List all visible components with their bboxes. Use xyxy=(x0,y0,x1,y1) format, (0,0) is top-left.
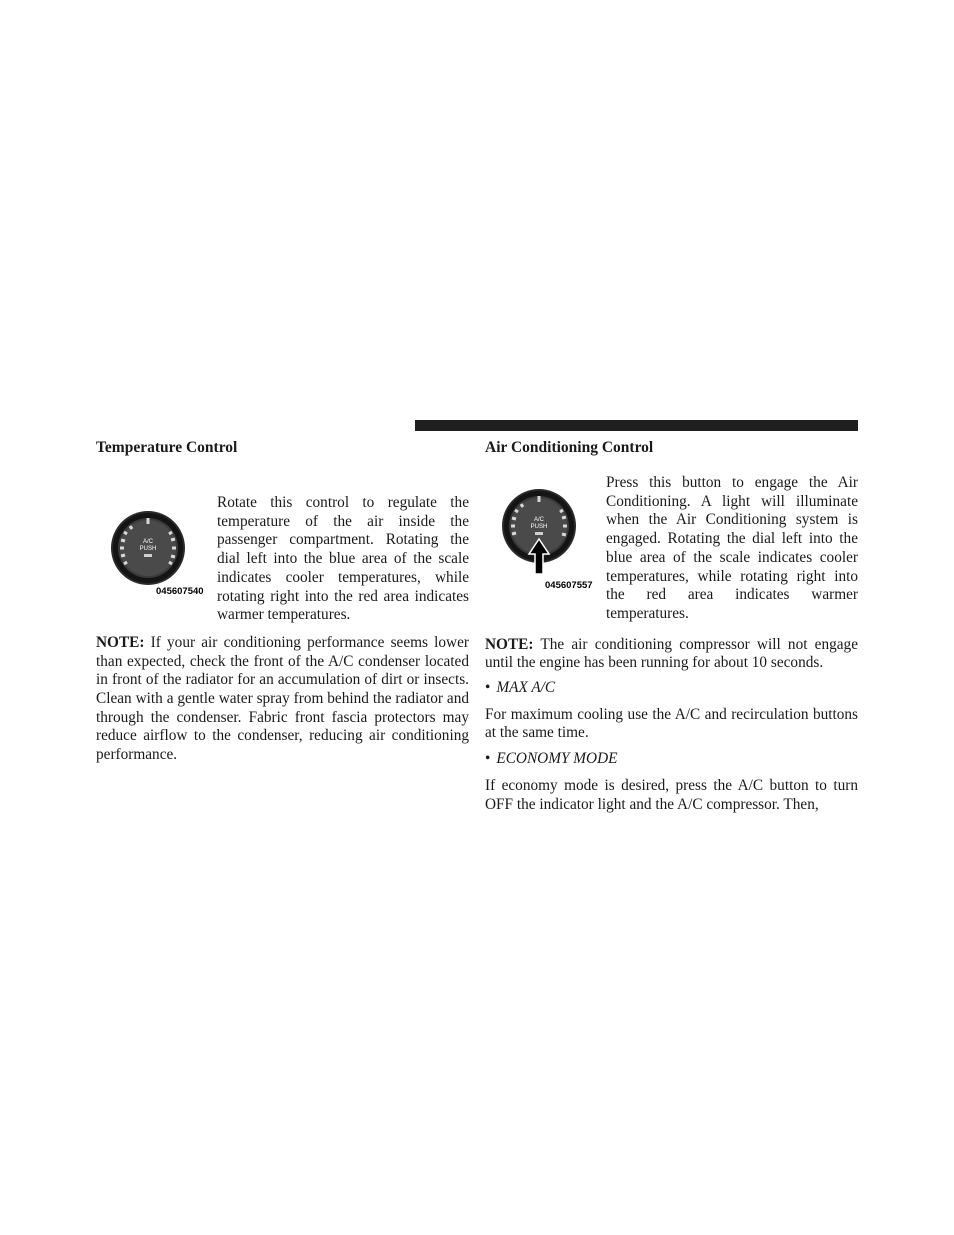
temperature-dial-icon xyxy=(96,496,214,616)
figure-id-right: 045607557 xyxy=(545,580,593,591)
right-column xyxy=(485,438,858,814)
temperature-description: Rotate this control to regulate the temperature of the air inside the passenger compartment. Rotating the dial left into the blue area of the scale indicates cooler temperatures, while rotating right into the red area indicates warmer temperatures. xyxy=(217,494,469,624)
ac-description: Press this button to engage the Air Conditioning. A light will illuminate when the Air Conditioning system is engaged. Rotating the dial left into the blue area of the scale indicates cooler temperatures, while rotating right into the red area indicates warmer temperatures. xyxy=(606,474,858,622)
temperature-dial-figure xyxy=(96,496,217,625)
dial-label-ac-right: A/C xyxy=(533,517,545,523)
left-note xyxy=(96,634,469,765)
ac-control-heading: Air Conditioning Control xyxy=(485,439,654,456)
right-note xyxy=(485,636,858,673)
bullet-economy-mode xyxy=(485,750,858,769)
ac-dial-figure xyxy=(485,484,606,624)
right-note-text: The air conditioning compressor will not engage until the engine has been running for about 10 seconds. xyxy=(485,635,858,672)
economy-mode-paragraph: If economy mode is desired, press the A/C button to turn OFF the indicator light and the A/C compressor. Then, xyxy=(485,776,858,813)
dial-label-push-right: PUSH xyxy=(530,524,548,530)
dial-label-push: PUSH xyxy=(139,546,157,552)
bullet-max-ac xyxy=(485,679,858,698)
bullet-dot: • xyxy=(485,750,491,768)
section-header-bar xyxy=(415,420,858,431)
bullet-economy-mode-text: ECONOMY MODE xyxy=(496,750,618,768)
dial-label-ac: A/C xyxy=(142,539,154,545)
bullet-max-ac-text: MAX A/C xyxy=(496,679,556,697)
max-ac-paragraph: For maximum cooling use the A/C and recirculation buttons at the same time. xyxy=(485,705,858,742)
left-column xyxy=(96,438,469,765)
right-note-label: NOTE: xyxy=(485,635,534,653)
temperature-control-heading: Temperature Control xyxy=(96,439,238,456)
ac-figure-row xyxy=(485,474,858,624)
temperature-figure-row xyxy=(96,496,469,625)
left-note-label: NOTE: xyxy=(96,633,145,651)
left-note-text: If your air conditioning performance seems lower than expected, check the front of the A/C condenser located in front of the radiator for an accumulation of dirt or insects. Clean with a gentle water spray from behind the radiator and through the condenser. Fabric front fascia protectors may reduce airflow to the condenser, reducing air conditioning performance. xyxy=(96,633,469,764)
figure-id-left: 045607540 xyxy=(156,586,204,597)
ac-dial-icon xyxy=(485,484,603,604)
bullet-dot: • xyxy=(485,679,491,697)
